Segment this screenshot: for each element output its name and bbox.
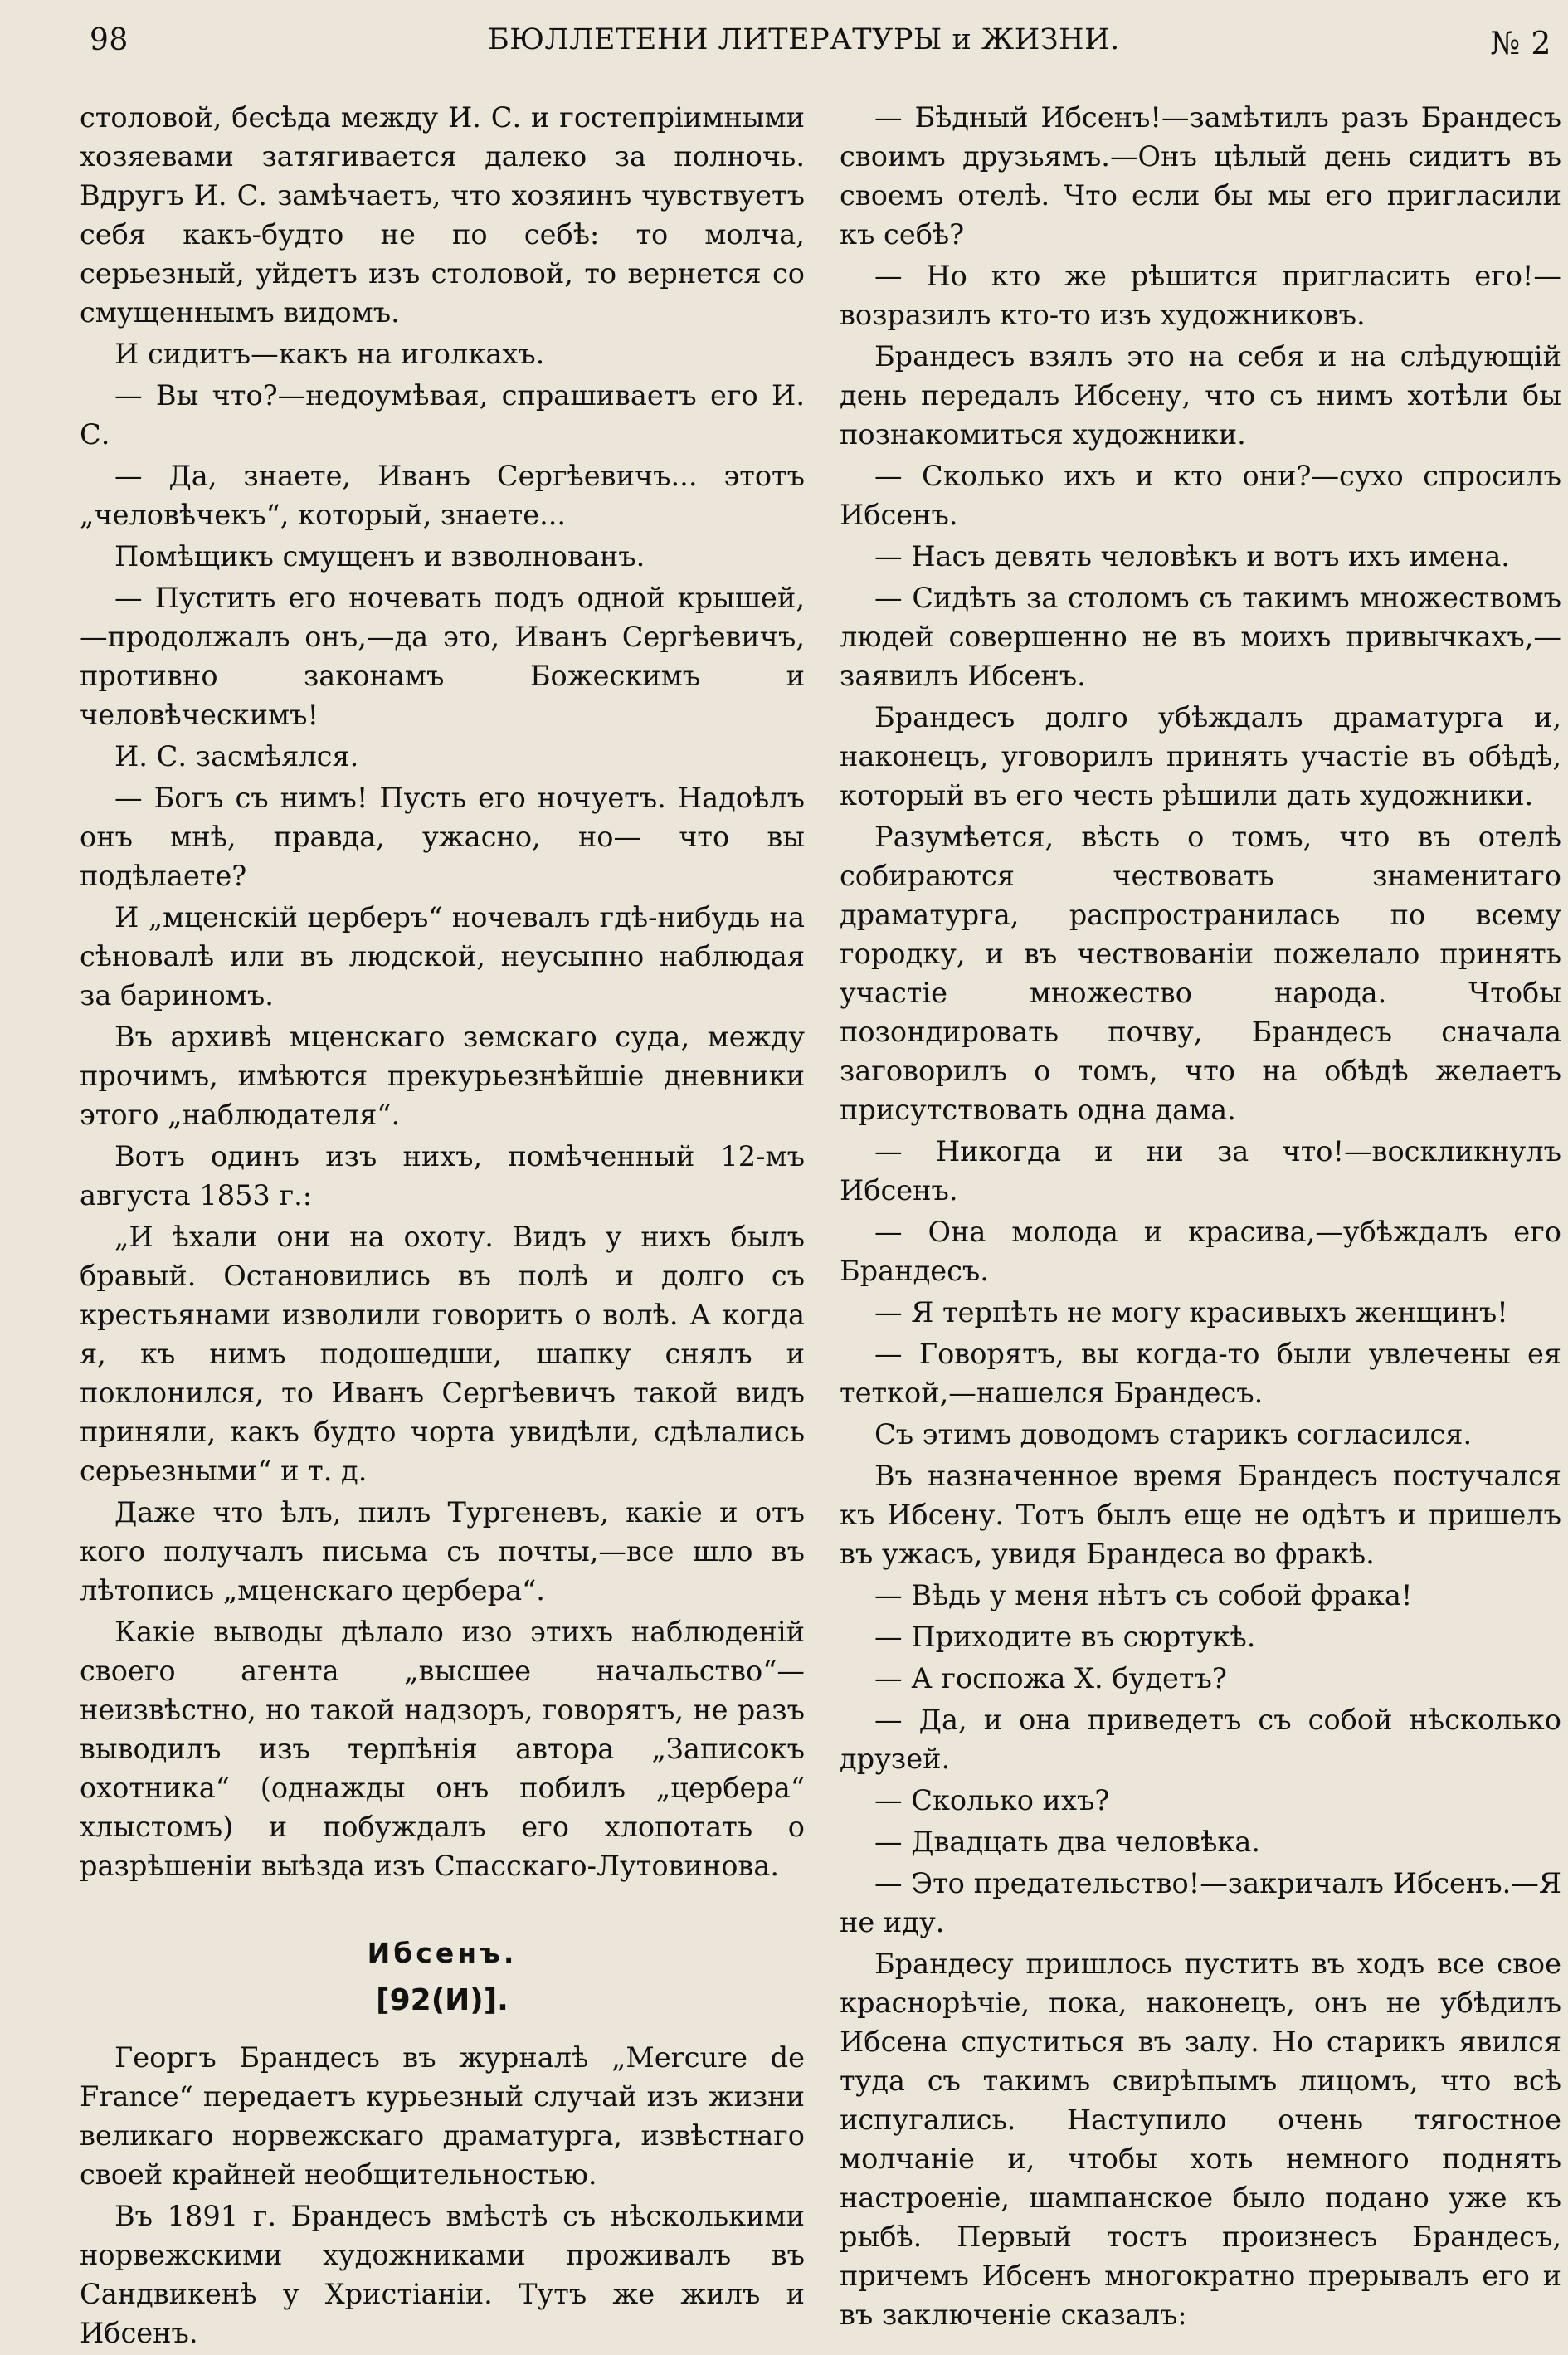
paragraph: — Но кто же рѣшится пригласить его!—возразилъ кто-то изъ художниковъ. [840,260,1561,331]
issue-number: № 2 [1490,25,1551,61]
paragraph: — Да, знаете, Иванъ Сергѣевичъ... этотъ „человѣчекъ“, который, знаете... [80,460,805,531]
paragraph: — Сколько ихъ? [874,1784,1110,1816]
paragraph: — Вы что?—недоумѣвая, спрашиваетъ его И. С. [80,379,805,451]
paragraph: Брандесъ долго убѣждалъ драматурга и, наконецъ, уговорилъ принять участіе въ обѣдѣ, который въ его честь рѣшили дать художники. [840,701,1561,812]
paragraph: Брандесу пришлось пустить въ ходъ все свое краснорѣчіе, пока, наконецъ, онъ не убѣдилъ Ибсена спуститься въ залу. Но старикъ явился туда съ такимъ свирѣпымъ лицомъ, что всѣ испугались. Наступило очень тягостное молчаніе и, чтобы хоть немного поднять настроеніе, шампанское было подано уже къ рыбѣ. Первый тостъ произнесъ Брандесъ, причемъ Ибсенъ многократно прерывалъ его и въ заключеніе сказалъ: [840,1948,1561,2331]
paragraph: Съ этимъ доводомъ старикъ согласился. [874,1418,1473,1451]
paragraph: Георгъ Брандесъ въ журналѣ „Mercure de France“ передаетъ курьезный случай изъ жизни великаго норвежскаго драматурга, извѣстнаго своей крайней необщительностью. [80,2041,805,2191]
paragraph: — Приходите въ сюртукѣ. [874,1621,1256,1653]
paragraph: — Сколько ихъ и кто они?—сухо спросилъ Ибсенъ. [840,460,1561,531]
paragraph: — Бѣдный Ибсенъ!—замѣтилъ разъ Брандесъ своимъ друзьямъ.—Онъ цѣлый день сидитъ въ своемъ отелѣ. Что если бы мы его пригласили къ себѣ? [840,101,1561,251]
paragraph: — Пустить его ночевать подъ одной крышей,—продолжалъ онъ,—да это, Иванъ Сергѣевичъ, противно законамъ Божескимъ и человѣческимъ! [80,582,805,731]
paragraph: Въ архивѣ мценскаго земскаго суда, между прочимъ, имѣются прекурьезнѣйшіе дневники этого „наблюдателя“. [80,1021,805,1131]
journal-title: БЮЛЛЕТЕНИ ЛИТЕРАТУРЫ и ЖИЗНИ. [488,23,1120,56]
paragraph: столовой, бесѣда между И. С. и гостепріимными хозяевами затягивается далеко за полночь. Вдругъ И. С. замѣчаетъ, что хозяинъ чувствуетъ себя какъ-будто не по себѣ: то молча, серьезный, уйдетъ изъ столовой, то вернется со смущеннымъ видомъ. [80,101,805,329]
paragraph: Вотъ одинъ изъ нихъ, помѣченный 12-мъ августа 1853 г.: [80,1140,805,1212]
right-column [840,98,1561,2337]
paragraph: — Я терпѣть не могу красивыхъ женщинъ! [874,1296,1508,1329]
left-column [80,98,805,2355]
running-header [0,18,1568,68]
paragraph: — А госпожа Х. будетъ? [874,1662,1227,1694]
page-number: 98 [90,23,129,57]
paragraph: „И ѣхали они на охоту. Видъ у нихъ былъ бравый. Остановились въ полѣ и долго съ крестьянами изволили говорить о волѣ. А когда я, къ нимъ подошедши, шапку снялъ и поклонился, то Иванъ Сергѣевичъ такой видъ приняли, какъ будто чорта увидѣли, сдѣлались серьезными“ и т. д. [80,1221,805,1487]
paragraph: Разумѣется, вѣсть о томъ, что въ отелѣ собираются чествовать знаменитаго драматурга, распространилась по всему городку, и въ чествованіи пожелало принять участіе множество народа. Чтобы позондировать почву, Брандесъ сначала заговорилъ о томъ, что на обѣдѣ желаетъ присутствовать одна дама. [840,821,1561,1126]
paragraph: — Сидѣть за столомъ съ такимъ множествомъ людей совершенно не въ моихъ привычкахъ,—заявилъ Ибсенъ. [840,582,1561,692]
paragraph: Помѣщикъ смущенъ и взволнованъ. [114,540,645,573]
paragraph: — Никогда и ни за что!—воскликнулъ Ибсенъ. [840,1135,1561,1207]
paragraph: — Это предательство!—закричалъ Ибсенъ.—Я не иду. [840,1867,1561,1938]
paragraph: — Вѣдь у меня нѣтъ съ собой фрака! [874,1579,1413,1611]
paragraph: Даже что ѣлъ, пилъ Тургеневъ, какіе и отъ кого получалъ письма съ почты,—все шло въ лѣтопись „мценскаго цербера“. [80,1496,805,1607]
paragraph: — Двадцать два человѣка. [874,1826,1261,1858]
paragraph: Брандесъ взялъ это на себя и на слѣдующій день передалъ Ибсену, что съ нимъ хотѣли бы познакомиться художники. [840,340,1561,451]
paragraph: И. С. засмѣялся. [114,740,359,773]
paragraph: Въ назначенное время Брандесъ постучался къ Ибсену. Тотъ былъ еще не одѣтъ и пришелъ въ ужасъ, увидя Брандеса во фракѣ. [840,1460,1561,1570]
paragraph: Какіе выводы дѣлало изо этихъ наблюденій своего агента „высшее начальство“—неизвѣстно, но такой надзоръ, говорятъ, не разъ выводилъ изъ терпѣнія автора „Записокъ охотника“ (однажды онъ побилъ „цербера“ хлыстомъ) и побуждалъ его хлопотать о разрѣшеніи выѣзда изъ Спасскаго-Лутовинова. [80,1616,805,1882]
paragraph: — Богъ съ нимъ! Пусть его ночуетъ. Надоѣлъ онъ мнѣ, правда, ужасно, но— что вы подѣлаете? [80,782,805,892]
paragraph: — Она молода и красива,—убѣждалъ его Брандесъ. [840,1216,1561,1287]
paragraph: И сидитъ—какъ на иголкахъ. [114,338,545,370]
paragraph: И „мценскій церберъ“ ночевалъ гдѣ-нибудь на сѣновалѣ или въ людской, неусыпно наблюдая за бариномъ. [80,901,805,1012]
section-title: Ибсенъ. [367,1937,518,1969]
section-code: [92(И)]. [376,1983,509,2017]
paragraph: — Да, и она приведетъ съ собой нѣсколько друзей. [840,1704,1561,1775]
paragraph: — Насъ девять человѣкъ и вотъ ихъ имена. [874,540,1510,573]
paragraph: — Говорятъ, вы когда-то были увлечены ея теткой,—нашелся Брандесъ. [840,1338,1561,1409]
paragraph: Въ 1891 г. Брандесъ вмѣстѣ съ нѣсколькими норвежскими художниками проживалъ въ Сандвикенѣ у Христіаніи. Тутъ же жилъ и Ибсенъ. [80,2200,805,2349]
